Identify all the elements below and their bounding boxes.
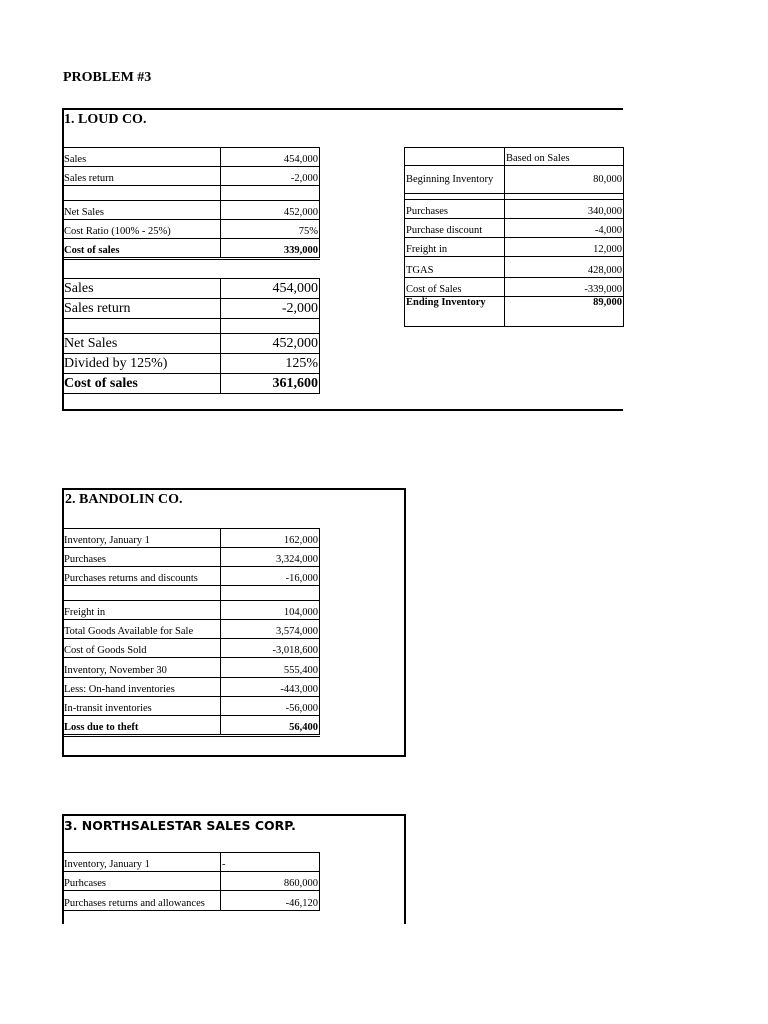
row-value: 80,000 [505, 166, 624, 194]
bandolin-theft-table [62, 528, 320, 737]
row-label: Cost of Goods Sold [63, 639, 221, 658]
row-value: 162,000 [221, 529, 320, 548]
row-label: Cost of sales [63, 374, 221, 394]
row-value: 555,400 [221, 658, 320, 678]
table-row [63, 201, 320, 220]
table-row [63, 586, 320, 601]
row-label: Less: On-hand inventories [63, 678, 221, 697]
row-label: Total Goods Available for Sale [63, 620, 221, 639]
row-value: -56,000 [221, 697, 320, 716]
row-value: 361,600 [221, 374, 320, 394]
table-row [405, 257, 624, 278]
loud-cost-ratio-table [62, 147, 320, 260]
table-row [63, 220, 320, 239]
row-label: Purhcases [63, 872, 221, 891]
row-value: - [221, 853, 320, 872]
table-row [63, 891, 320, 911]
row-label: Ending Inventory [405, 297, 505, 327]
row-value: 3,574,000 [221, 620, 320, 639]
table-row [63, 853, 320, 872]
table-row [405, 200, 624, 219]
table-row [63, 601, 320, 620]
loud-inventory-table [404, 147, 624, 327]
row-value: -339,000 [505, 278, 624, 297]
row-label: Cost of Sales [405, 278, 505, 297]
table-row [63, 548, 320, 567]
row-label [63, 319, 221, 334]
table-row-total [63, 716, 320, 736]
row-value: 75% [221, 220, 320, 239]
row-value: -46,120 [221, 891, 320, 911]
row-value: 56,400 [221, 716, 320, 736]
row-label: Purchases [63, 548, 221, 567]
row-label: Inventory, January 1 [63, 529, 221, 548]
row-value [221, 319, 320, 334]
row-label: Divided by 125%) [63, 354, 221, 374]
table-row-total [63, 239, 320, 259]
section-title: 3. NORTHSALESTAR SALES CORP. [64, 818, 296, 833]
row-value: 340,000 [505, 200, 624, 219]
row-value: 125% [221, 354, 320, 374]
row-value [221, 586, 320, 601]
row-value: 3,324,000 [221, 548, 320, 567]
row-label: Cost of sales [63, 239, 221, 259]
table-row [405, 166, 624, 194]
column-header: Based on Sales [505, 148, 624, 166]
table-row [63, 620, 320, 639]
section-top-border [62, 108, 623, 110]
row-value: 454,000 [221, 279, 320, 299]
row-value: 339,000 [221, 239, 320, 259]
table-row [63, 148, 320, 167]
row-label: Freight in [405, 238, 505, 257]
table-row [63, 186, 320, 201]
table-row [63, 319, 320, 334]
table-row [63, 334, 320, 354]
table-row [63, 697, 320, 716]
row-label: Net Sales [63, 334, 221, 354]
row-value: -3,018,600 [221, 639, 320, 658]
northsalestar-table [62, 852, 320, 911]
row-label: Beginning Inventory [405, 166, 505, 194]
row-value: 454,000 [221, 148, 320, 167]
row-label: Loss due to theft [63, 716, 221, 736]
row-value: -443,000 [221, 678, 320, 697]
table-row-total [405, 297, 624, 327]
row-value: 89,000 [505, 297, 624, 327]
table-row [63, 354, 320, 374]
row-label: TGAS [405, 257, 505, 278]
row-value: 428,000 [505, 257, 624, 278]
table-row [405, 219, 624, 238]
loud-markup-table [62, 278, 320, 394]
section-top-border [62, 814, 406, 816]
table-row-total [63, 374, 320, 394]
section-title: 1. LOUD CO. [64, 112, 147, 127]
table-row [63, 639, 320, 658]
row-label: Purchases returns and allowances [63, 891, 221, 911]
row-label: Purchases returns and discounts [63, 567, 221, 586]
row-label: Sales return [63, 167, 221, 186]
row-label: Freight in [63, 601, 221, 620]
table-row [63, 279, 320, 299]
row-value [221, 186, 320, 201]
section-right-border [404, 814, 406, 924]
table-row [63, 658, 320, 678]
row-label: Inventory, November 30 [63, 658, 221, 678]
section-title: 2. BANDOLIN CO. [65, 492, 183, 507]
row-value: -4,000 [505, 219, 624, 238]
row-label [63, 586, 221, 601]
table-row [63, 872, 320, 891]
row-label: Purchases [405, 200, 505, 219]
table-row [63, 567, 320, 586]
row-label: Inventory, January 1 [63, 853, 221, 872]
table-header-row [405, 148, 624, 166]
row-label: Purchase discount [405, 219, 505, 238]
row-value: 452,000 [221, 334, 320, 354]
row-label: Sales [63, 279, 221, 299]
table-row [405, 238, 624, 257]
table-row [63, 678, 320, 697]
row-label [63, 186, 221, 201]
page-title: PROBLEM #3 [63, 70, 152, 85]
row-value: 860,000 [221, 872, 320, 891]
table-row [63, 299, 320, 319]
row-value: -2,000 [221, 167, 320, 186]
row-label: Sales [63, 148, 221, 167]
table-row [63, 167, 320, 186]
row-value: -16,000 [221, 567, 320, 586]
row-label: Cost Ratio (100% - 25%) [63, 220, 221, 239]
row-label: Net Sales [63, 201, 221, 220]
row-label: In-transit inventories [63, 697, 221, 716]
table-row [405, 278, 624, 297]
row-value: 104,000 [221, 601, 320, 620]
section-bottom-border [62, 409, 623, 411]
row-value: -2,000 [221, 299, 320, 319]
section-bandolin-co [62, 488, 406, 757]
row-label: Sales return [63, 299, 221, 319]
table-row [63, 529, 320, 548]
row-value: 12,000 [505, 238, 624, 257]
row-value: 452,000 [221, 201, 320, 220]
